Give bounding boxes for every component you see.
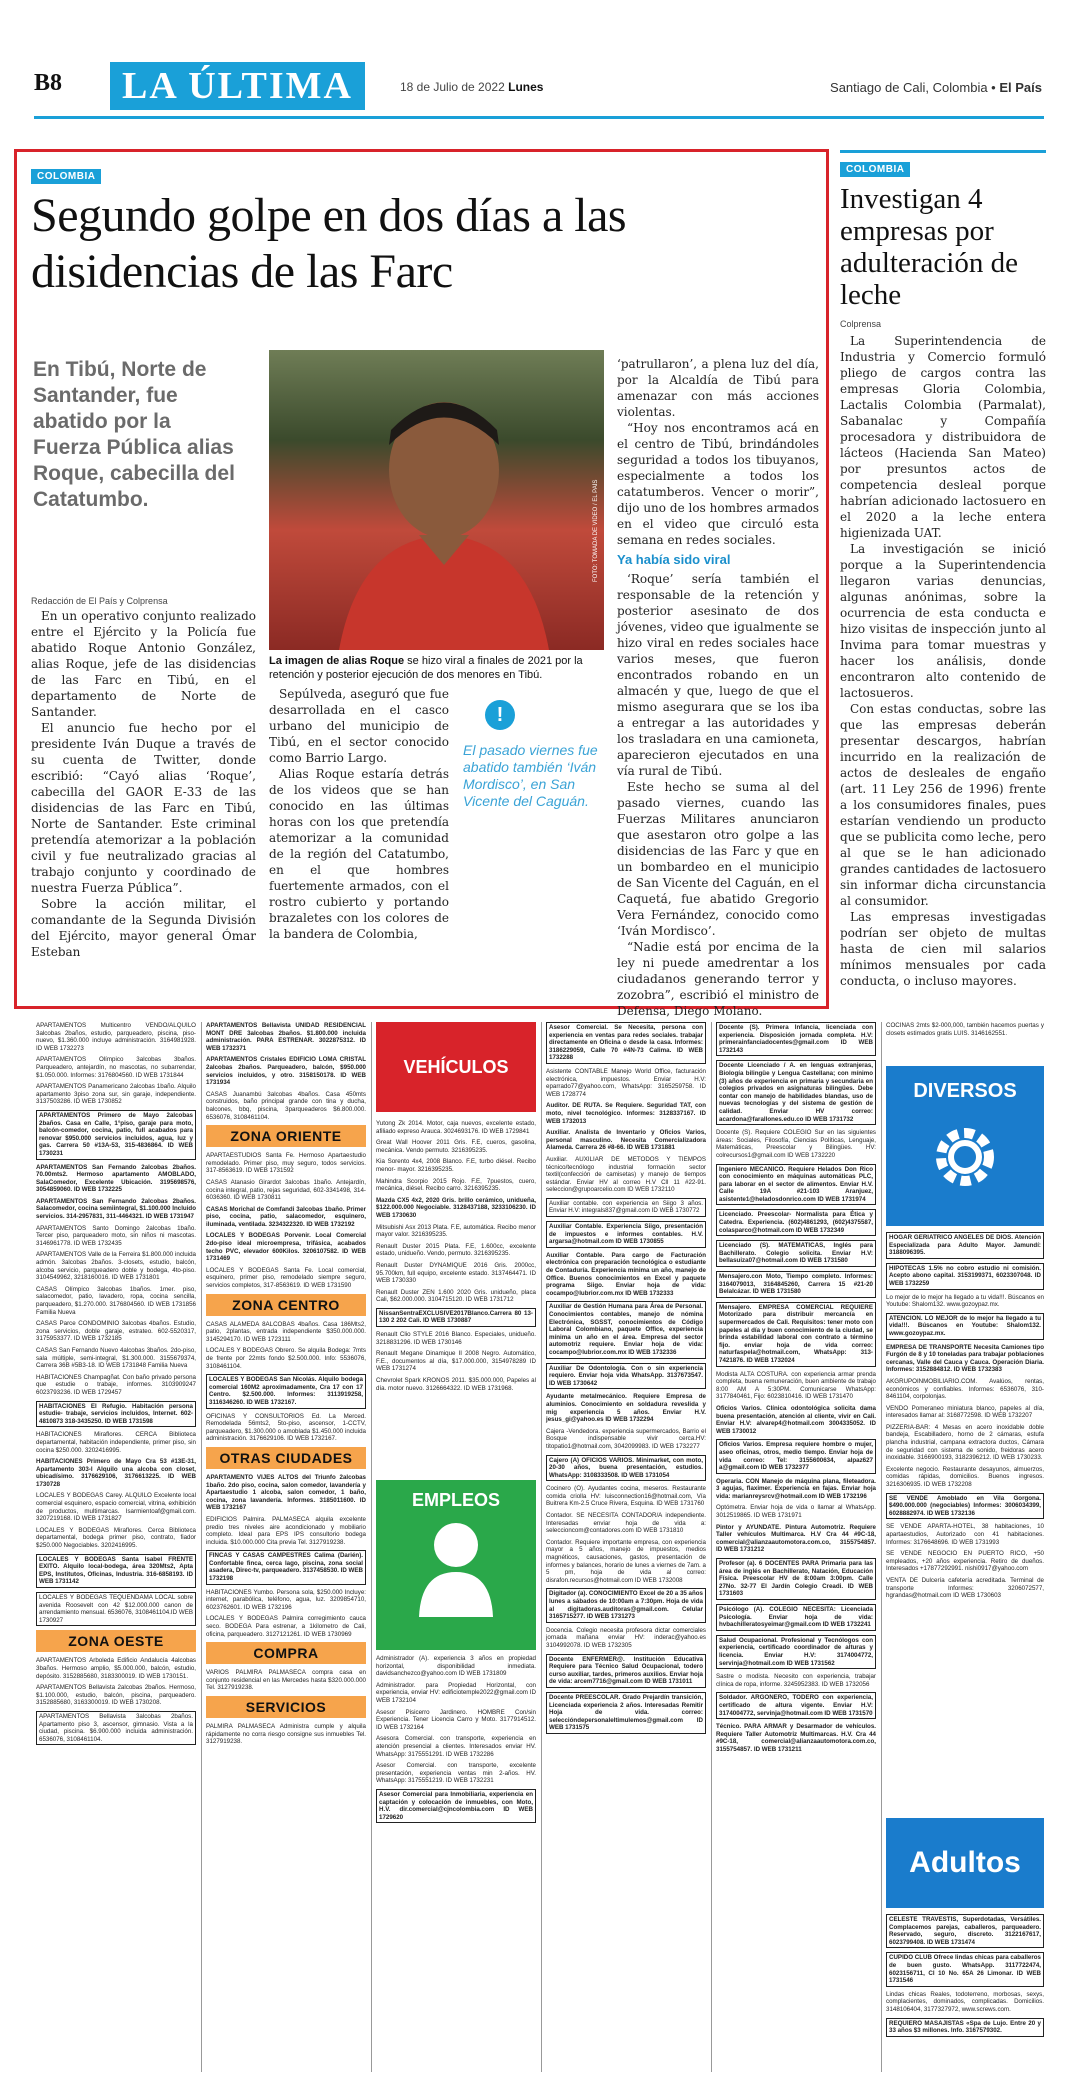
classified-ad: LOCALES Y BODEGAS Porvenir. Local Comercial 2do-piso ideal microempresa, trifásica, acabados techo PVC, elevador 600Kilos. 3206107582. ID WEB 1731469 bbox=[206, 1232, 366, 1263]
classified-section-heading: ZONA ORIENTE bbox=[206, 1125, 366, 1147]
classified-ad: Cajera -Vendedora. experiencia supermercados, Barrio el Bosque indispensable vivir cerca.HV: titopatio1@hotmail.com, 3042099983. ID WEB 1732277 bbox=[546, 1427, 706, 1450]
photo-credit: FOTO: TOMADA DE VIDEO / EL PAÍS bbox=[593, 479, 599, 582]
classifieds-column-4 bbox=[546, 1022, 706, 2072]
masthead-rule bbox=[34, 116, 1044, 119]
lead-subhead: Ya había sido viral bbox=[617, 552, 731, 567]
side-headline: Investigan 4 empresas por adulteración de leche bbox=[840, 183, 1018, 311]
classified-ad: APARTAMENTOS Valle de la Ferreira $1.800.000 incluida admón. 3alcobas 2baños. 3-closets, estudio, balcón, alcoba servicio, parqueadero doble y bodega, 4to-piso. 3104549962, 3218160016. ID WEB 1731801 bbox=[36, 1251, 196, 1282]
classified-ad: HABITACIONES Yumbo. Persona sola, $250.000 Incluye: internet, parabólica, teléfono, agua, luz. 3209854710, 6023762601. ID WEB 1732196 bbox=[206, 1588, 366, 1611]
classified-ad: EMPRESA DE TRANSPORTE Necesita Camiones tipo Furgón de 8 y 10 toneladas para trabajar poblaciones cercanas, Valle del Cauca y Cauca. Operación Diaria. Informes: 3152884812. ID WEB 1732383 bbox=[886, 1343, 1044, 1374]
classified-ad: Contador. SE NECESITA CONTADOR/A independiente. Interesadas enviar hoja de vida a: seleccioncom@contadores.com ID WEB 1731810 bbox=[546, 1512, 706, 1535]
lead-kicker: COLOMBIA bbox=[31, 169, 101, 184]
classified-ad: EDIFICIOS Palmira. PALMASECA alquila excelente predio tres niveles aire acondicionado y mobiliario completo. Ideal para EPS IPS consultorio bodega incluida. $10.000.000 Cita previa Tel. 3127919238. bbox=[206, 1515, 366, 1546]
side-kicker: COLOMBIA bbox=[840, 162, 910, 177]
masthead-date: 18 de Julio de 2022 Lunes bbox=[400, 80, 544, 94]
classified-ad: AKGRUPOINMOBILIARIO.COM. Avalúos, rentas, económicos y confiables. Informes: 6536076, 310-8461104, corpolonjas. bbox=[886, 1377, 1044, 1401]
classified-ad: Renault Duster 2015 Plata. F.E, 1.600cc, excelente estado, unidueño. Vendo, permuto. 3216395235. bbox=[376, 1242, 536, 1258]
classified-ad: LOCALES Y BODEGAS Obrero. Se alquila Bodega: 7mts de frente por 22mts fondo $2.500.000. Info: 5536076, 3108461104. bbox=[206, 1347, 366, 1370]
classified-ad: Docente PREESCOLAR. Grado Prejardín transición, Licenciada experiencia 2 años. Interesadas Remitir Hoja de vida. correo: seleccióndepersonaleltimulemos@gmail.com ID WEB 1731575 bbox=[546, 1692, 706, 1734]
classified-ad: Auxiliar de Gestión Humana para Área de Personal. Conocimientos contables, manejo de nómina Electrónica, SGSST, conocimientos de Código Laboral Colombiano, paquete Office, experiencia mínima un año en el área. Empresa del sector automotriz requiere. Enviar hoja de vida: cocampo@lubrior.com.mx ID WEB 1732336 bbox=[546, 1301, 706, 1358]
classified-ad: VENTA DE Dulcería cafetería acreditada. Terminal de transporte Informes: 3206072577, hgrandas@hotmail.com ID WEB 1730603 bbox=[886, 1576, 1044, 1600]
classified-section-heading: OTRAS CIUDADES bbox=[206, 1447, 366, 1469]
classified-ad: HIPOTECAS 1.5% no cobro estudio ni comisión. Acepto abono capital. 3153199371, 6023307048. ID WEB 1732259 bbox=[886, 1263, 1044, 1290]
classified-ad: Kia Sorento 4x4, 2008 Blanco. F.E, turbo diésel. Recibo menor- mayor. 3216395235. bbox=[376, 1158, 536, 1173]
classified-ad: Auxiliar. Analista de Inventario y Oficios Varios, personal masculino. Necesita Comercializadora Alameda. Carrera 26 #8-66. ID WEB 1731881 bbox=[546, 1129, 706, 1152]
classified-ad: Administrador. para Propiedad Horizontal, con experiencia, enviar HV: edificiotemple2022@gmail.com ID WEB 1732104 bbox=[376, 1681, 536, 1704]
classified-section-heading: ZONA CENTRO bbox=[206, 1294, 366, 1316]
classified-ad: Digitador (a). CONOCIMIENTO Excel de 20 a 35 años lunes a sábados de 10:00am a 7:30pm. Hoja de vida al digitadoras.auditoras@gmail.com. Celular 3165715277. ID WEB 1731273 bbox=[546, 1588, 706, 1622]
classified-ad: Asistente CONTABLE Manejo World Office, facturación electrónica, impuestos. Enviar H.V: eparrado77@yahoo.com, WhatsApp: 3165259758. ID WEB 1728774 bbox=[546, 1067, 706, 1098]
lead-column-1: En un operativo conjunto realizado entre el Ejército y la Policía fue abatido Roque Antonio González, alias Roque, jefe de las disidencias de las Farc en Tibú, en el departamento de Norte de Santander. El anuncio fue hecho por el presidente Iván Duque a través de su cuenta de Twitter, donde escribió: “Cayó alias ‘Roque’, cabecilla del GAOR E-33 de las disidencias de las Farc en Tibú, Norte de Santander. Este criminal pretendía atemorizar a la población civil y fue neutralizado gracias al trabajo conjunto y coordinado de nuestra Fuerza Pública”. Sobre la acción militar, el comandante de la Segunda División del Ejército, mayor general Ómar Esteban bbox=[31, 609, 256, 959]
classified-ad: Auxiliar De Odontología. Con o sin experiencia requiero. Enviar hoja vida WhatsApp. 3137673547. ID WEB 1730642 bbox=[546, 1363, 706, 1390]
classifieds-column-2 bbox=[206, 1022, 366, 2072]
classified-ad: Profesor (a). 6 DOCENTES PARA Primaria para las área de inglés en Bachillerato, Natación, Educación Física. Preescolar HV de 8:00am 3:00pm. Calle 27No. 32-77 El Jardín Colegio Creadi. ID WEB 1731603 bbox=[716, 1558, 876, 1600]
classified-ad: APARTAMENTO VIJES ALTOS del Triunfo 2alcobas 1baño. 2do piso, cocina, salon comedor, lavandería y Apartaestudio 1 alcoba, salon comedor, 1 baño, cocina, zona lavandería. Informes. 3185011600. ID WEB 1732167 bbox=[206, 1473, 366, 1512]
lead-photo-figure bbox=[269, 350, 604, 650]
classified-ad: Renault Clio STYLE 2016 Blanco. Especiales, unidueño. 3218831296. ID WEB 1730146 bbox=[376, 1331, 536, 1346]
person-icon bbox=[411, 1517, 501, 1617]
classified-ad: Operaria. CON Manejo de máquina plana, fileteadora. 3 agujas, flaximer. Experiencia en fajas. Enviar hoja vida: marianreysrcv@hotmail.com ID WEB 1732196 bbox=[716, 1477, 876, 1500]
classified-ad: NissanSentraEXCLUSIVE2017Blanco.Carrera 80 13-130 2 202 Cali. ID WEB 1730887 bbox=[376, 1308, 536, 1327]
classified-ad: Salud Ocupacional. Profesional y Tecnólogos con experiencia, certificado coordinador de alturas y licencia. Enviar H.V: 3174004772, servinja@hotmail.com ID WEB 1731562 bbox=[716, 1635, 876, 1669]
classifieds-column-3-jobs bbox=[376, 1655, 536, 2070]
classified-ad: Pintor y AYUNDATE. Pintura Automotriz. Requiere Taller vehículos Multimarca. H.V Cra 44 #9C-18, comercial@alianzaautomotora.com.co, 3155754857. ID WEB 1731212 bbox=[716, 1523, 876, 1554]
adultos-section-banner: Adultos bbox=[886, 1818, 1044, 1908]
classified-ad: Auxiliar. AUXILIAR DE METODOS Y TIEMPOS técnico/tecnólogo industrial formación sector textil(confección de camisetas) y manejo de tiempos estándar. Enviar HV al correo H.V Cll 11 #22-91. seleccion@grupoarcelio.com ID WEB 1732110 bbox=[546, 1155, 706, 1194]
classified-ad: Chevrolet Spark KRONOS 2011. $35.000.000, Papeles al día. motor nuevo. 3126664322. ID WEB 1731968. bbox=[376, 1377, 536, 1392]
side-body: La Superintendencia de Industria y Comercio formuló pliego de cargos contra las empresas Gloria Colombia, Lactalis Colombia (Parmalat), Sabanalac y Compañía procesadora y distribuidora de lácteos (Hacienda San Mateo) por presuntos actos de competencia desleal porque habrían adicionado lactosuero en el 2020 a la leche entera higienizada UAT. La investigación se inició porque a la Superintendencia llegaron varias denuncias, algunas anónimas, sobre la ocurrencia de esta conducta e hizo visitas de inspección junto al Invima para tomar muestras y hacer los análisis, donde encontraron alto contenido de lactosueros. Con estas conductas, sobre las que las empresas deberán presentar descargos, habrían incurrido en la realización de actos de desleales de engaño (art. 11 Ley 256 de 1996) frente a los consumidores finales, pues estarían vendiendo un producto que se publicita como leche, pero al que se le han adicionado grandes cantidades de lactosuero sin informar dicha circunstancia al consumidor. Las empresas investigadas podrían ser objeto de multas hasta de cien mil salarios mínimos mensuales por cada conducta, o incluso mayores. bbox=[840, 334, 1046, 988]
classified-ad: Licenciado. Preescolar- Normalista para Ética y Catedra. Experiencia. (602)4861293, (602)4375587, colasparco@hotmail.com ID WEB 1732349 bbox=[716, 1209, 876, 1236]
lead-column-3: ‘patrullaron’, a plena luz del día, por la Alcaldía de Tibú para amenazar con más acciones violentas. “Hoy nos encontramos acá en el centro de Tibú, brindándoles seguridad a todos los tibuyanos, especialmente a todos los catatumberos. Vencer o morir”, dijo uno de los hombres armados en el video que circuló esta semana en redes sociales. Ya había sido viral ‘Roque’ sería también el responsable de la retención y posterior asesinato de dos jóvenes, video que igualmente se hizo viral en redes sociales hace varios meses, que fueron encontrados robando en un almacén y que, luego de que el mismo asegurara que se los iba a entregar a las autoridades y los trasladara en una camioneta, aparecieron ejecutados en una vía rural de Tibú. Este hecho se suma al del pasado viernes, cuando las Fuerzas Militares anunciaron que asestaron otro golpe a las disidencias de las Farc y que en un bombardeo en el municipio de San Vicente del Caguán, en el Caquetá, fue abatido Gregorio Vera Fernández, conocido como ‘Iván Mordisco’. “Nadie está por encima de la ley ni puede amedrentar a los ciudadanos generando terror y zozobra”, escribió el ministro de Defensa, Diego Molano. bbox=[617, 357, 819, 1018]
classified-ad: Asesor Comercial. con transporte, excelente presentación, experiencia ventas min 2-años. HV. WhatsApp: 3175551219. ID WEB 1732231 bbox=[376, 1762, 536, 1785]
classified-ad: APARTAMENTOS Olímpico 3alcobas 3baños. Parqueadero, antejardín, no mascotas, no subarrendar, $1.050.000. Informes: 3176804560. ID WEB 1731844 bbox=[36, 1056, 196, 1079]
lead-photo bbox=[269, 350, 604, 650]
classifieds-column-1 bbox=[36, 1022, 196, 2072]
classified-ad: Optómetra. Enviar hoja de vida o llamar al WhatsApp. 3012519865. ID WEB 1731971 bbox=[716, 1504, 876, 1520]
classified-ad: HOGAR GERIATRICO ANGELES DE DIOS. Atención Especializada para Adulto Mayor. Jamundí: 3188096395. bbox=[886, 1232, 1044, 1259]
classified-ad: Mazda CX5 4x2, 2020 Gris. brillo cerámico, unidueña, $122.000.000 Negociable. 3128437188, 3233106230. ID WEB 1730630 bbox=[376, 1196, 536, 1219]
classified-ad: PIZZERIA-BAR: 4 Mesas en acero inoxidable doble bandeja, Escabilladero, horno de 2 cámaras, estufa plancha industrial, campana extractora ductos, Cámara de seguridad con sistema de sonido, freidoras acero inoxidable. 3166900193, 3182396212. ID WEB 1730233. bbox=[886, 1423, 1044, 1462]
classified-ad: LOCALES Y BODEGAS San Nicolás. Alquilo bodega comercial 160M2 aproximadamente, Cra 17 con 17 Centro. $2.500.000. Informes: 3113919258, 3116346260. ID WEB 1732167. bbox=[206, 1374, 366, 1408]
classified-ad: APARTAMENTOS Arboleda Edificio Andalucía 4alcobas 3baños. Hermoso amplio, $5.000.000, balcón, estudio, depósito. 3152885680, 3183300019. ID WEB 1730151. bbox=[36, 1657, 196, 1680]
section-title: LA ÚLTIMA bbox=[110, 62, 365, 110]
classified-ad: Técnico. PARA ARMAR y Desarmador de vehículos. Requiere Taller Automotriz Multimarcas. H.V. Cra 44 #9C-18, comercial@alianzaautomotora.com.co, 3155754857. ID WEB 1731211 bbox=[716, 1723, 876, 1753]
classified-ad: CELESTE TRAVESTIS, Superdotadas, Versátiles. Complacemos parejas, caballeros, parqueadero. Reservado, seguro, discreto. 3122167617, 6023799408. ID WEB 1731474 bbox=[886, 1914, 1044, 1948]
classifieds-column-5 bbox=[716, 1022, 876, 2072]
classified-ad: CASAS Juanambú 3alcobas 4baños. Casa 450mts construidos, baño principal grande con tina y ducha, balcones, bbq, piscina, 3parqueaderos $6.800.000. 6536076, 3108461104. bbox=[206, 1090, 366, 1121]
gear-icon bbox=[925, 1117, 1005, 1197]
pull-quote: El pasado viernes fue abatido también ‘Iván Mordisco’, en San Vicente del Caguán. bbox=[463, 742, 598, 809]
classified-ad: Ingeniero MECANICO. Requiere Helados Don Rico con conocimiento en máquinas automáticas PLC, para laborar en el sector de alimentos. Enviar H.V. Calle 19A #21-103 Aranjuez, asistente1@heladosdonrico.com ID WEB 1731974 bbox=[716, 1164, 876, 1206]
classified-section-heading: ZONA OESTE bbox=[36, 1630, 196, 1652]
classified-ad: Sastre o modista. Necesito con experiencia, trabajar clínica de ropa, informe. 3245952383. ID WEB 1732056 bbox=[716, 1673, 876, 1688]
classified-ad: SE VENDE NEGOCIO EN PUERTO RICO, +50 empleados, +20 años experiencia. Retiro de dueños. Interesados +17877292991. nishi0917@yahoo.com bbox=[886, 1550, 1044, 1573]
classified-ad: Renault Duster DYNAMIQUE 2016 Gris. 2000cc, 95.700km, full equipo, excelente estado. 3137464471. ID WEB 1730330 bbox=[376, 1261, 536, 1285]
classified-ad: CASAS Atanasio Girardot 3alcobas 1baño. Antejardín, cocina integral, patio, rejas seguridad, 602-3341498, 314-6036360. ID WEB 1730811 bbox=[206, 1178, 366, 1202]
classified-ad: SE VENDE APARTA-HOTEL, 38 habitaciones, 10 apartaestudios, Autorizado con 41 habitaciones. Informes: 3176648696. ID WEB 1731993 bbox=[886, 1523, 1044, 1546]
classified-ad: Yutong Zk 2014. Motor, caja nuevos, excelente estado, afiliado expreso Arauca. 3024693176. ID WEB 1729841 bbox=[376, 1120, 536, 1135]
classified-ad: Asesor Comercial para Inmobiliaria, experiencia en captación y colocación de inmuebles, con Moto, H.V. dir.comercial@cjncolombia.com ID WEB 1729620 bbox=[376, 1789, 536, 1823]
classified-ad: APARTAMENTOS San Fernando 2alcobas 2baños. Salacomedor, cocina semiintegral, $1.100.000 Incluido servicios. 314-2957831, 311-4464321. ID WEB 1731947 bbox=[36, 1197, 196, 1221]
classified-ad: Mitsubishi Asx 2013 Plata. F.E, automática. Recibo menor mayor valor. 3216395235. bbox=[376, 1223, 536, 1239]
classified-ad: Modista ALTA COSTURA. con experiencia armar prenda completa, buena remuneración, buen ambiente de trabajo 8:00 AM A 5:30PM. Comunicarse WhatsApp: 3177840461, Fijo: 6023810416. ID WEB 1731470 bbox=[716, 1370, 876, 1401]
classified-ad: APARTAMENTOS Bellavista 3alcobas 2baños. Apartamento piso 3, ascensor, gimnasio. Vista a la ciudad, piscina. $6.900.000 incluida administración. 6536076, 3108461104. bbox=[36, 1711, 196, 1745]
classified-ad: LOCALES Y BODEGAS Miraflores. Cerca Biblioteca departamental, bodega primer piso, contrato, fiador $250.000 Negociables. 3202416995. bbox=[36, 1526, 196, 1550]
classified-ad: Oficios Varios. Clínica odontológica solicita dama buena presentación, atención al cliente, vivir en Cali. Enviar H.V: alvarep4@hotmail.com 3004335052. ID WEB 1730012 bbox=[716, 1404, 876, 1435]
lead-column-2: Sepúlveda, aseguró que fue desarrollada en el casco urbano del municipio de Tibú, en el sector conocido como Barrio Largo. Alias Roque estaría detrás de los videos que se han conocido en las últimas horas con los que pretendía atemorizar a la comunidad de la región del Catatumbo, en el que hombres fuertemente armados, con el rostro cubierto y portando brazaletes con los colores de la bandera de Colombia, bbox=[269, 687, 449, 941]
classifieds-column-6-adultos bbox=[886, 1914, 1044, 2074]
classified-ad: Lo mejor de lo mejor ha llegado a tu vida!!!. Búscanos en Youtube: Shalom132. www.gozoypaz.mx. bbox=[886, 1293, 1044, 1309]
classified-section-heading: SERVICIOS bbox=[206, 1696, 366, 1718]
classified-ad: Contador. Requiere importante empresa, con experiencia mayor a 5 años, manejo de impuestos, medios magnéticos, causaciones, gastos, presentación de informes y balances, horario de lunes a viernes de 7am. a 5 pm, hoja de vida al correo: disrafon.recursos@hotmail.com ID WEB 1732008 bbox=[546, 1538, 706, 1584]
classified-ad: REQUIERO MASAJISTAS «Spa de Lujo. Entre 20 y 33 años $3 millones. Info. 3167579302. bbox=[886, 2018, 1044, 2037]
classified-ad: Auditor. DE RUTA. Se Requiere. Seguridad TAT, con moto, nivel tecnológico. Informes: 3128337167. ID WEB 1732013 bbox=[546, 1102, 706, 1125]
classified-ad: LOCALES Y BODEGAS Santa Fe. Local comercial, esquinero, primer piso, remodelado siempre seguro, servicios completos, 317-8563619. ID WEB 1731590 bbox=[206, 1266, 366, 1290]
classifieds-column-6-diversos bbox=[886, 1232, 1044, 1812]
classified-ad: VARIOS PALMIRA PALMASECA compra casa en conjunto residencial en las Mercedes hasta $320.000.000 Tel. 3127919238. bbox=[206, 1669, 366, 1692]
classified-ad: CUPIDO CLUB Ofrece lindas chicas para caballeros de buen gusto. WhatsApp. 3117722474, 6023156711, Cl 10 No. 65A 26 Limonar. ID WEB 1731546 bbox=[886, 1952, 1044, 1986]
classified-ad: Licenciado (S). MATEMATICAS, Inglés para Bachillerato. Colegio solicita. Enviar H.V: bellasuiza07@hotmail.com ID WEB 1731580 bbox=[716, 1240, 876, 1267]
classified-ad: APARTAMENTOS Santo Domingo 2alcobas 1baño. Tercer piso, parqueadero moto, sin niños ni mascotas. 3146961778. ID WEB 1732435 bbox=[36, 1224, 196, 1247]
classified-ad: Cajero (A) OFICIOS VARIOS. Minimarket, con moto, 20-30 años, buena presentación, estudios. WhatsApp: 3108333508. ID WEB 1731054 bbox=[546, 1455, 706, 1482]
exclamation-icon: ! bbox=[485, 700, 515, 730]
classified-ad: Oficios Varios. Empresa requiere hombre o mujer, aseo oficinas, otros, medio tiempo. Enviar hoja de vida correo: Tel: 3155600634, alpaz627 a@gmail.com ID WEB 1732377 bbox=[716, 1439, 876, 1473]
side-byline: Colprensa bbox=[840, 319, 882, 329]
classified-ad: ATENCION. LO MEJOR de lo mejor ha llegado a tu vida!!!. Búscanos en Youtube: Shalom132. www.gozoypaz.mx. bbox=[886, 1313, 1044, 1340]
classified-ad: Renault Megane Dinamique II 2008 Negro. Automático, F.E., documentos al día, $17.000.000, 3154978289 ID WEB 1731274 bbox=[376, 1350, 536, 1373]
classified-ad: Renault Duster ZEN 1.600 2020 Gris. unidueño, placa Cali, $62.000.000. 3104715120. ID WEB 1731712 bbox=[376, 1288, 536, 1304]
classified-ad: Docencia. Colegio necesita profesora dictar comerciales jornada mañana enviar HV: inderac@yahoo.es 3104992078. ID WEB 1732305 bbox=[546, 1626, 706, 1649]
lead-deck: En Tibú, Norte de Santander, fue abatido por la Fuerza Pública alias Roque, cabecilla del Catatumbo. bbox=[33, 358, 235, 511]
classified-ad: Soldador. ARGONERO, TODERO con experiencia, certificado de altura vigente. Enviar H.V: 3174004772, servinja@hotmail.com ID WEB 1731570 bbox=[716, 1692, 876, 1719]
classified-ad: LOCALES Y BODEGAS Santa Isabel FRENTE EXITO. Alquilo local-bodega, área 320Mts2, Apta EPS, Institutos, Oficinas, Industria. 316-6858193. ID WEB 1731142 bbox=[36, 1554, 196, 1588]
classified-ad: FINCAS Y CASAS CAMPESTRES Calima (Darién). Confortable finca, cerca lago, piscina, zona social asadera, Direc-tv, parqueadero. 3137458530. ID WEB 1732198 bbox=[206, 1550, 366, 1584]
classified-ad: Asesor Pisicerro Jardinero. HOMBRE Con/sin Experiencia. Tener Licencia Carro y Moto. 3177914512. ID WEB 1732164 bbox=[376, 1708, 536, 1731]
vehiculos-section-banner: VEHÍCULOS bbox=[376, 1022, 536, 1112]
classified-ad: LOCALES Y BODEGAS Carey. ALQUILO Excelente local comercial esquinero, espacio comercial, vitrina, exhibición de productos, multimarcas. Isarmientoaf@gmail.com. 3207219168. ID WEB 1731827 bbox=[36, 1492, 196, 1523]
classified-ad: Auxiliar Contable. Para cargo de Facturación electrónica con preparación tecnológica o estudiante de Contaduría. Experiencia mínima un año, manejo de Office. Buenos conocimientos en Excel y paquete programa Siigo. Enviar hoja de vida: cocampo@lubrior.com.mx ID WEB 1732333 bbox=[546, 1251, 706, 1297]
classified-ad: Auxiliar contable. con experiencia en Siigo 3 años. Enviar H.V: integrals837@gmail.com ID WEB 1730772 bbox=[546, 1198, 706, 1217]
classified-ad: Docente (S). Primera Infancia, licenciada con experiencia. Disposición jornada completa. H.V: primerainfanciadocentes@gmail.com ID WEB 1732143 bbox=[716, 1022, 876, 1056]
masthead-location: Santiago de Cali, Colombia • El País bbox=[830, 80, 1042, 95]
page-number: B8 bbox=[34, 70, 63, 96]
classified-ad: Asesor Comercial. Se Necesita, persona con experiencia en ventas para redes sociales. trabajar directamente en Oficina o desde la casa. Informes: 3186229059, Calle 70 #4N-73 Calima. ID WEB 1732288 bbox=[546, 1022, 706, 1064]
classified-ad: CASAS ALAMEDA 8ALCOBAS 4baños. Casa 186Mts2, patio, 2plantas, entrada independiente $350.000.000. 3145294170. ID WEB 1723111 bbox=[206, 1320, 366, 1343]
lead-byline: Redacción de El País y Colprensa bbox=[31, 596, 168, 606]
classified-ad: CASAS Morichal de Comfandi 3alcobas 1baño. Primer piso, cocina, patio, salacomedor, esquinero, iluminada, ventilada. 3234322320. ID WEB 1732192 bbox=[206, 1205, 366, 1228]
classified-ad: HABITACIONES Miraflores. CERCA Biblioteca departamental, habitación independiente, primer piso, sin cocina $250.000. 3202416995. bbox=[36, 1431, 196, 1454]
classified-ad: Docente ENFERMER@. Institución Educativa Requiere para Técnico Salud Ocupacional, todero curso auxiliar, tardes, primeros auxilios. Enviar hoja de vida: arcem7716@gmail.com ID WEB 1731011 bbox=[546, 1654, 706, 1688]
classified-ad: Docente (S). Requiere COLEGIO Sur en las siguientes áreas: Sociales, Filosofía, Ciencias Políticas, Lenguaje, Matemáticas, Preescolar y Bilingües. HV: colrecursos1@gmail.com ID WEB 1732220 bbox=[716, 1129, 876, 1159]
classified-ad: APARTAMENTOS Primero de Mayo 2alcobas 2baños. Casa en Calle, 1°piso, garaje para moto, balcón-comedor, cocina, patio, full acabados para renovar $950.000 servicios incluidos, agua, luz y gas. Carrera 50 #13A-53, 315-4836864. ID WEB 1730231 bbox=[36, 1110, 196, 1160]
classified-ad: CASAS Parce CONDOMINIO 3alcobas 4baños. Estudio, zona servicios, doble garaje, estrateo. 602-5520317, 3175953377. ID WEB 1732185 bbox=[36, 1320, 196, 1343]
classified-ad: Psicólogo (A). COLEGIO NECESITA: Licenciada Psicología. Enviar hoja de vida: hvbachilleratosyeimar@gmail.com ID WEB 1732241 bbox=[716, 1604, 876, 1631]
classified-ad: APARTAMENTOS Bellavista 2alcobas 2baños. Hermoso, $1.100.000, estudio, balcón, piscina, parqueadero. 3152885680, 3163300019. ID WEB 1730208. bbox=[36, 1684, 196, 1707]
classified-ad: Excelente negocio. Restaurante desayunos, almuerzos, comidas rápidas, domicilios. Buenos ingresos. 3216306935. ID WEB 1732208 bbox=[886, 1465, 1044, 1489]
classified-ad: COCINAS 2mts $2-000,000, también hacemos puertas y closets estimados gratis LUIS. 3146162551. bbox=[886, 1022, 1044, 1037]
classified-ad: APARTAMENTOS Bellavista UNIDAD RESIDENCIAL MONT DRE 3alcobas 2baños. $1.800.000 incluida administración. PARA ESTRENAR. 3022875312. ID WEB 1732371 bbox=[206, 1022, 366, 1052]
classified-ad: Ayudante metalmecánico. Requiere Empresa de aluminios. Conocimiento en soldadura reveslida y mig experiencia 5 años. Enviar H.V. jesus_gi@yahoo.es ID WEB 1732294 bbox=[546, 1393, 706, 1424]
classified-ad: Asesora Comercial. con transporte, experiencia en atención presencial a clientes. Interesados enviar HV. WhatsApp: 3175551291. ID WEB 1732286 bbox=[376, 1735, 536, 1758]
classified-ad: PALMIRA PALMASECA Administra cumple y alquila rápidamente no corra riesgo consigne sus inmuebles Tel. 3127919238. bbox=[206, 1723, 366, 1746]
classified-ad: Great Wall Hoover 2011 Gris. F.E, cueros, gasolina, mecánica. Vendo permuto. 3216395235. bbox=[376, 1139, 536, 1154]
lead-headline: Segundo golpe en dos días a las disidencias de las Farc bbox=[31, 189, 627, 298]
classified-ad: Docente Licenciado / A. en lenguas extranjeras, Biología bilingüe y Lengua Castellana; con mínimo (3) años de experiencia en primaria y secundaria en colegios privados en asignaturas bilingües. Debe contar con manejo de habilidades blandas, uso de nuevas tecnologías y del sistema de gestión de calidad. Enviar HV correo: acardona@farallones.edu.co ID WEB 1731732 bbox=[716, 1060, 876, 1125]
classified-ad: VENDO Pomeraneo miniatura blanco, papeles al día, interesados llamar al: 3168772598. ID WEB 1732207 bbox=[886, 1404, 1044, 1420]
classified-ad: Auxiliar Contable. Experiencia Siigo, presentación de impuestos e informes contables. H.V. argarsa@hotmail.com ID WEB 1730855 bbox=[546, 1221, 706, 1248]
classified-ad: APARTAMENTOS San Fernando 2alcobas 2baños. 70.00mts2. Hermoso apartamento AMOBLADO, SalaComedor, Excelente Ubicación. 3195698576, 3054859060. ID WEB 1732225 bbox=[36, 1163, 196, 1194]
lead-article bbox=[14, 149, 829, 1018]
classifieds-column-6-top bbox=[886, 1022, 1044, 1062]
diversos-section-banner: DIVERSOS bbox=[886, 1066, 1044, 1226]
classified-ad: HABITACIONES Primero de Mayo Cra 53 #13E-31, Apartamento 303-I Alquilo una alcoba con closet, ubicadísimo. 3176629106, 3176613225. ID WEB 1730728 bbox=[36, 1458, 196, 1488]
classified-ad: Lindas chicas Reales, todoterreno, morbosas, sexys, complacientes, dominados, complicadas. Domicilios. 3148106404, 3177327972, www.screws.com. bbox=[886, 1990, 1044, 2013]
classified-section-heading: COMPRA bbox=[206, 1642, 366, 1664]
classified-ad: SE VENDE Amoblado en Vila Gorgona. $490.000.000 (negociables) Informes: 3006034399, 6028882974. ID WEB 1732136 bbox=[886, 1493, 1044, 1520]
classified-ad: Cocinero (O). Ayudantes cocina, meseros. Restaurante comida criolla HV: luisconnection16@hotmail.com, Vía Buitrera Km-2.5 Cruce Rivera, Esquina. ID WEB 1731760 bbox=[546, 1485, 706, 1508]
classified-ad: HABITACIONES El Refugio. Habitación persona estudie- trabaje, servicios incluidos, Internet. 602-4810873 318-3435250. ID WEB 1731598 bbox=[36, 1401, 196, 1428]
classifieds-column-3-vehicles bbox=[376, 1120, 536, 1475]
classified-ad: Mahindra Scorpio 2015 Rojo. F.E, 7puestos, cuero, mecánica, diésel. Recibo carro. 3216395235. bbox=[376, 1177, 536, 1193]
classified-ad: CASAS San Fernando Nuevo 4alcobas 3baños. 2do-piso, sala múltiple, semi-integral, $1.300.000. 3155679374, Carrera 36B #5B3-18. ID WEB 1731848 Familia Nueva bbox=[36, 1346, 196, 1370]
classified-ad: LOCALES Y BODEGAS Palmira corregimiento cauca seco. BODEGA Para estrenar, a 1kilometro de Cali, oficina, parqueadero. 3127121261. ID WEB 1730969 bbox=[206, 1615, 366, 1638]
classified-ad: APARTAMENTOS Multicentro VENDO/ALQUILO 3alcobas 2baños, estudio, parqueadero, piscina, piso-nuevo, $1.360.000 incluye administración. 3164981928. ID WEB 1732273 bbox=[36, 1022, 196, 1052]
classified-ad: LOCALES Y BODEGAS TEQUENDAMA LOCAL sobre avenida Roosevelt con 42 $12.000.000 canon de arrendamiento mensual. 6536076, 3108461104.ID WEB 1730927 bbox=[36, 1592, 196, 1626]
classified-ad: Mensajero. EMPRESA COMERCIAL REQUIERE Motorizado para distribuir mercancía en supermercados de Cali. Requisitos: tener moto con papeles al día y buen conocimiento de la ciudad, se brinda estabilidad laboral con contrato a término fijo. enviar hoja de vida correo: naturfaspela@hotmail.com, WhatsApp: 313-7421876. ID WEB 1732024 bbox=[716, 1302, 876, 1367]
lead-caption: La imagen de alias Roque se hizo viral a finales de 2021 por la retención y posterior ejecución de dos menores en Tibú. bbox=[269, 655, 583, 681]
classified-ad: APARTAESTUDIOS Santa Fe. Hermoso Apartaestudio remodelado. Primer piso, muy seguro, todos servicios. 317-8563619. ID WEB 1731592 bbox=[206, 1152, 366, 1175]
classified-ad: CASAS Olímpico 3alcobas 1baños. 1mer. piso, salacomedor, patio, lavadero, ropa, cocina sencilla, parqueadero, $1.270.000. 3176804560. ID WEB 1731856 Familia Nueva bbox=[36, 1285, 196, 1316]
side-article bbox=[840, 150, 1046, 1010]
classified-ad: Mensajero.con Moto, Tiempo completo. Informes: 3164079013, 3164845260, Carrera 15 #21-20 Belalcázar. ID WEB 1731580 bbox=[716, 1271, 876, 1298]
classified-ad: APARTAMENTOS Panamericano 2alcobas 1baño. Alquilo apartamento 3piso zona sur, sin garaje, independiente. 3137503286. ID WEB 1730852 bbox=[36, 1083, 196, 1106]
classified-ad: HABITACIONES Champagñat. Con baño privado persona que estudie o trabaje, informes. 3103909247 6023793236. ID WEB 1729457 bbox=[36, 1373, 196, 1396]
classified-ad: OFICINAS Y CONSULTORIOS Ed. La Merced. Remodelada 56mts2, 5to-piso, ascensor, 1-CCTV, parqueadero, $1.300.000 o amoblada $1.450.000 incluida administración. 3176629106. ID WEB 1732167. bbox=[206, 1412, 366, 1443]
classified-ad: APARTAMENTOS Cristales EDIFICIO LOMA CRISTAL 2alcobas 2baños. Parqueadero, balcón, $950.000 servicios incluidos, y otro. 3158150178. ID WEB 1731934 bbox=[206, 1056, 366, 1087]
classified-ad: Administrador (A). experiencia 3 años en propiedad horizontal, disponibilidad inmediata. davidsanchezco@yahoo.com ID WEB 1731809 bbox=[376, 1655, 536, 1678]
empleos-section-banner: EMPLEOS bbox=[376, 1480, 536, 1650]
